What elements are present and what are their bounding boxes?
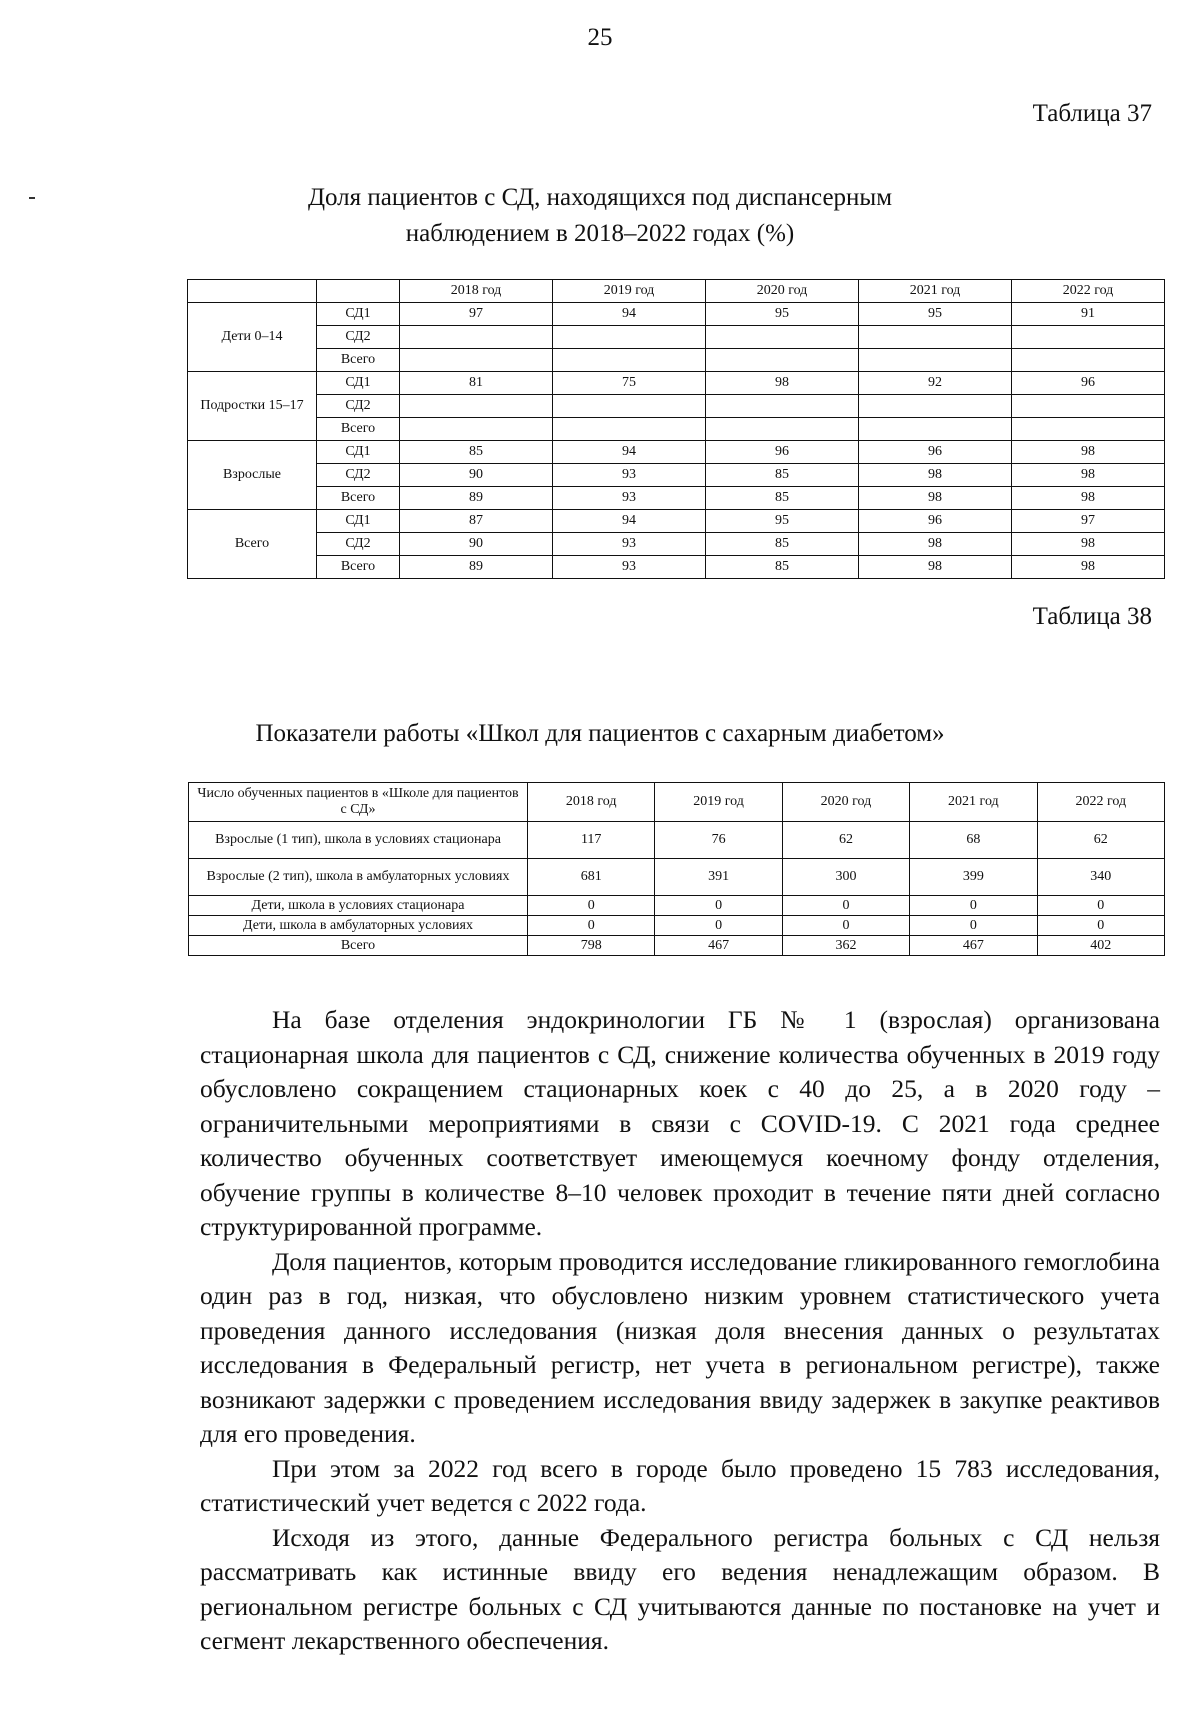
table-37-group-cell: Дети 0–14 — [188, 303, 317, 372]
table-37 — [187, 279, 1165, 579]
table-37-value-cell: 93 — [553, 533, 706, 556]
table-37-type-cell: СД1 — [317, 441, 400, 464]
table-37-value-cell: 98 — [706, 372, 859, 395]
table-37-value-cell: 92 — [859, 372, 1012, 395]
table-38-value-cell: 0 — [910, 916, 1037, 936]
table-row — [188, 464, 1165, 487]
table-38-year-header: 2018 год — [528, 783, 655, 822]
table-37-value-cell: 97 — [1012, 510, 1165, 533]
table-37-value-cell — [1012, 349, 1165, 372]
table-37-value-cell: 90 — [400, 464, 553, 487]
table-38-value-cell: 76 — [655, 822, 782, 859]
table-37-type-cell: СД2 — [317, 533, 400, 556]
table-row — [188, 533, 1165, 556]
table-38-value-cell: 0 — [528, 896, 655, 916]
table-38-year-header: 2021 год — [910, 783, 1037, 822]
table-37-group-cell: Подростки 15–17 — [188, 372, 317, 441]
table-37-value-cell: 98 — [1012, 441, 1165, 464]
table-row — [188, 487, 1165, 510]
table-38-row-label: Дети, школа в амбулаторных условиях — [189, 916, 528, 936]
table-37-year-header: 2022 год — [1012, 280, 1165, 303]
table-37-corner-cell — [188, 280, 317, 303]
table-38-value-cell: 0 — [655, 916, 782, 936]
table-38-header-row — [189, 783, 1165, 822]
table-38-year-header: 2019 год — [655, 783, 782, 822]
table-37-value-cell: 81 — [400, 372, 553, 395]
table-37-value-cell — [553, 349, 706, 372]
table-37-value-cell — [706, 395, 859, 418]
table-row — [188, 418, 1165, 441]
table-37-value-cell: 93 — [553, 556, 706, 579]
table-row — [189, 859, 1165, 896]
table-37-value-cell: 97 — [400, 303, 553, 326]
table-37-value-cell — [859, 418, 1012, 441]
table-37-year-header: 2020 год — [706, 280, 859, 303]
table-row — [189, 896, 1165, 916]
table-row — [188, 303, 1165, 326]
table-row — [188, 395, 1165, 418]
table-37-value-cell — [706, 349, 859, 372]
table-37-type-cell: СД2 — [317, 464, 400, 487]
body-paragraph: Исходя из этого, данные Федерального регистра больных с СД нельзя рассматривать как истинные ввиду его ведения ненадлежащим образом. В региональном регистре больных с СД учитываются данные по постановке на учет и сегмент лекарственного обеспечения. — [200, 1522, 1160, 1655]
table-38-value-cell: 681 — [528, 859, 655, 896]
table-37-type-cell: СД1 — [317, 510, 400, 533]
table-37-group-cell: Взрослые — [188, 441, 317, 510]
table-38-row-label: Взрослые (1 тип), школа в условиях стационара — [189, 822, 528, 859]
body-paragraph: Доля пациентов, которым проводится исследование гликированного гемоглобина один раз в год, низкая, что обусловлено низким уровнем статистического учета проведения данного исследования (низкая доля внесения данных о результатах исследования в Федеральный регистр, нет учета в региональном регистре), также возникают задержки с проведением исследования ввиду задержек в закупке реактивов для его проведения. — [200, 1246, 1160, 1448]
table-37-title-line1: Доля пациентов с СД, находящихся под диспансерным — [307, 184, 893, 211]
table-37-value-cell: 96 — [859, 510, 1012, 533]
table-37-value-cell: 98 — [1012, 533, 1165, 556]
table-38-value-cell: 798 — [528, 936, 655, 956]
table-37-value-cell: 95 — [706, 303, 859, 326]
table-37-value-cell: 98 — [859, 464, 1012, 487]
table-37-value-cell — [706, 326, 859, 349]
table-37-value-cell: 98 — [859, 533, 1012, 556]
table-38-value-cell: 0 — [1037, 896, 1164, 916]
table-38-value-cell: 340 — [1037, 859, 1164, 896]
table-37-value-cell — [859, 349, 1012, 372]
table-37-value-cell — [1012, 418, 1165, 441]
table-37-value-cell: 85 — [706, 464, 859, 487]
table-37-value-cell — [400, 395, 553, 418]
page-number: 25 — [587, 24, 613, 51]
table-row — [188, 372, 1165, 395]
table-37-year-header: 2019 год — [553, 280, 706, 303]
table-row — [188, 556, 1165, 579]
table-38-row-label: Всего — [189, 936, 528, 956]
table-38-label: Таблица 38 — [1032, 603, 1152, 630]
table-38-value-cell: 0 — [782, 916, 909, 936]
table-38-value-cell: 0 — [910, 896, 1037, 916]
table-37-type-cell: СД2 — [317, 395, 400, 418]
table-37-value-cell: 95 — [706, 510, 859, 533]
table-37-type-cell: Всего — [317, 487, 400, 510]
table-37-value-cell: 91 — [1012, 303, 1165, 326]
table-37-type-cell: СД2 — [317, 326, 400, 349]
table-37-type-cell: СД1 — [317, 372, 400, 395]
table-37-label: Таблица 37 — [1032, 100, 1152, 127]
table-37-value-cell: 96 — [1012, 372, 1165, 395]
table-37-year-header: 2018 год — [400, 280, 553, 303]
table-row — [189, 822, 1165, 859]
table-38-year-header: 2022 год — [1037, 783, 1164, 822]
table-38-value-cell: 300 — [782, 859, 909, 896]
table-38-value-cell: 0 — [655, 896, 782, 916]
body-paragraph: При этом за 2022 год всего в городе было проведено 15 783 исследования, статистический учет ведется с 2022 года. — [200, 1453, 1160, 1517]
table-38-value-cell: 362 — [782, 936, 909, 956]
table-37-value-cell — [400, 349, 553, 372]
table-37-type-cell: Всего — [317, 349, 400, 372]
table-37-value-cell — [859, 326, 1012, 349]
body-text — [200, 1003, 1160, 1659]
table-row — [188, 349, 1165, 372]
table-38-value-cell: 0 — [1037, 916, 1164, 936]
table-38-value-cell: 467 — [655, 936, 782, 956]
table-37-value-cell — [553, 418, 706, 441]
table-38-header-label: Число обученных пациентов в «Школе для пациентов с СД» — [189, 783, 528, 822]
table-37-title-line2: наблюдением в 2018–2022 годах (%) — [405, 220, 795, 247]
table-37-value-cell: 96 — [859, 441, 1012, 464]
table-37-value-cell — [859, 395, 1012, 418]
table-38-title: Показатели работы «Школ для пациентов с сахарным диабетом» — [255, 720, 945, 747]
table-37-type-cell: Всего — [317, 556, 400, 579]
table-row — [188, 326, 1165, 349]
table-37-value-cell: 98 — [859, 487, 1012, 510]
table-row — [188, 441, 1165, 464]
table-38-row-label: Взрослые (2 тип), школа в амбулаторных условиях — [189, 859, 528, 896]
table-row — [188, 510, 1165, 533]
table-37-value-cell: 98 — [859, 556, 1012, 579]
table-37-value-cell — [553, 326, 706, 349]
table-37-type-cell: СД1 — [317, 303, 400, 326]
table-37-value-cell: 94 — [553, 303, 706, 326]
table-38-value-cell: 467 — [910, 936, 1037, 956]
table-37-value-cell: 94 — [553, 441, 706, 464]
table-37-title — [0, 180, 1200, 252]
table-37-group-cell: Всего — [188, 510, 317, 579]
table-37-value-cell: 98 — [1012, 464, 1165, 487]
table-37-value-cell — [400, 326, 553, 349]
table-37-value-cell: 85 — [706, 487, 859, 510]
table-38-value-cell: 0 — [782, 896, 909, 916]
table-37-value-cell — [400, 418, 553, 441]
table-37-value-cell: 90 — [400, 533, 553, 556]
table-38-value-cell: 117 — [528, 822, 655, 859]
table-38-value-cell: 68 — [910, 822, 1037, 859]
table-38-value-cell: 62 — [1037, 822, 1164, 859]
table-37-value-cell: 94 — [553, 510, 706, 533]
table-38-value-cell: 62 — [782, 822, 909, 859]
table-37-year-header: 2021 год — [859, 280, 1012, 303]
table-37-value-cell: 95 — [859, 303, 1012, 326]
table-37-value-cell: 98 — [1012, 487, 1165, 510]
table-37-value-cell: 85 — [706, 556, 859, 579]
table-38-value-cell: 402 — [1037, 936, 1164, 956]
table-37-value-cell — [1012, 395, 1165, 418]
table-row — [189, 936, 1165, 956]
table-37-value-cell: 98 — [1012, 556, 1165, 579]
table-37-value-cell: 85 — [400, 441, 553, 464]
table-38-year-header: 2020 год — [782, 783, 909, 822]
table-37-value-cell: 85 — [706, 533, 859, 556]
body-paragraph: На базе отделения эндокринологии ГБ № 1 (взрослая) организована стационарная школа для пациентов с СД, снижение количества обученных в 2019 году обусловлено сокращением стационарных коек с 40 до 25, а в 2020 году – ограничительными мероприятиями в связи с COVID-19. С 2021 года среднее количество обученных соответствует имеющемуся коечному фонду отделения, обучение группы в количестве 8–10 человек проходит в течение пяти дней согласно структурированной программе. — [200, 1005, 1160, 1241]
table-37-value-cell: 89 — [400, 487, 553, 510]
table-38-value-cell: 391 — [655, 859, 782, 896]
table-37-value-cell: 75 — [553, 372, 706, 395]
table-37-value-cell: 87 — [400, 510, 553, 533]
table-38-row-label: Дети, школа в условиях стационара — [189, 896, 528, 916]
table-37-value-cell: 96 — [706, 441, 859, 464]
table-37-header-row — [188, 280, 1165, 303]
table-37-value-cell — [1012, 326, 1165, 349]
table-38-value-cell: 399 — [910, 859, 1037, 896]
table-37-value-cell — [553, 395, 706, 418]
table-37-value-cell: 93 — [553, 487, 706, 510]
table-37-type-cell: Всего — [317, 418, 400, 441]
table-37-corner-cell — [317, 280, 400, 303]
table-row — [189, 916, 1165, 936]
table-38-value-cell: 0 — [528, 916, 655, 936]
table-37-value-cell: 93 — [553, 464, 706, 487]
table-37-value-cell — [706, 418, 859, 441]
table-37-value-cell: 89 — [400, 556, 553, 579]
table-38 — [188, 782, 1165, 956]
